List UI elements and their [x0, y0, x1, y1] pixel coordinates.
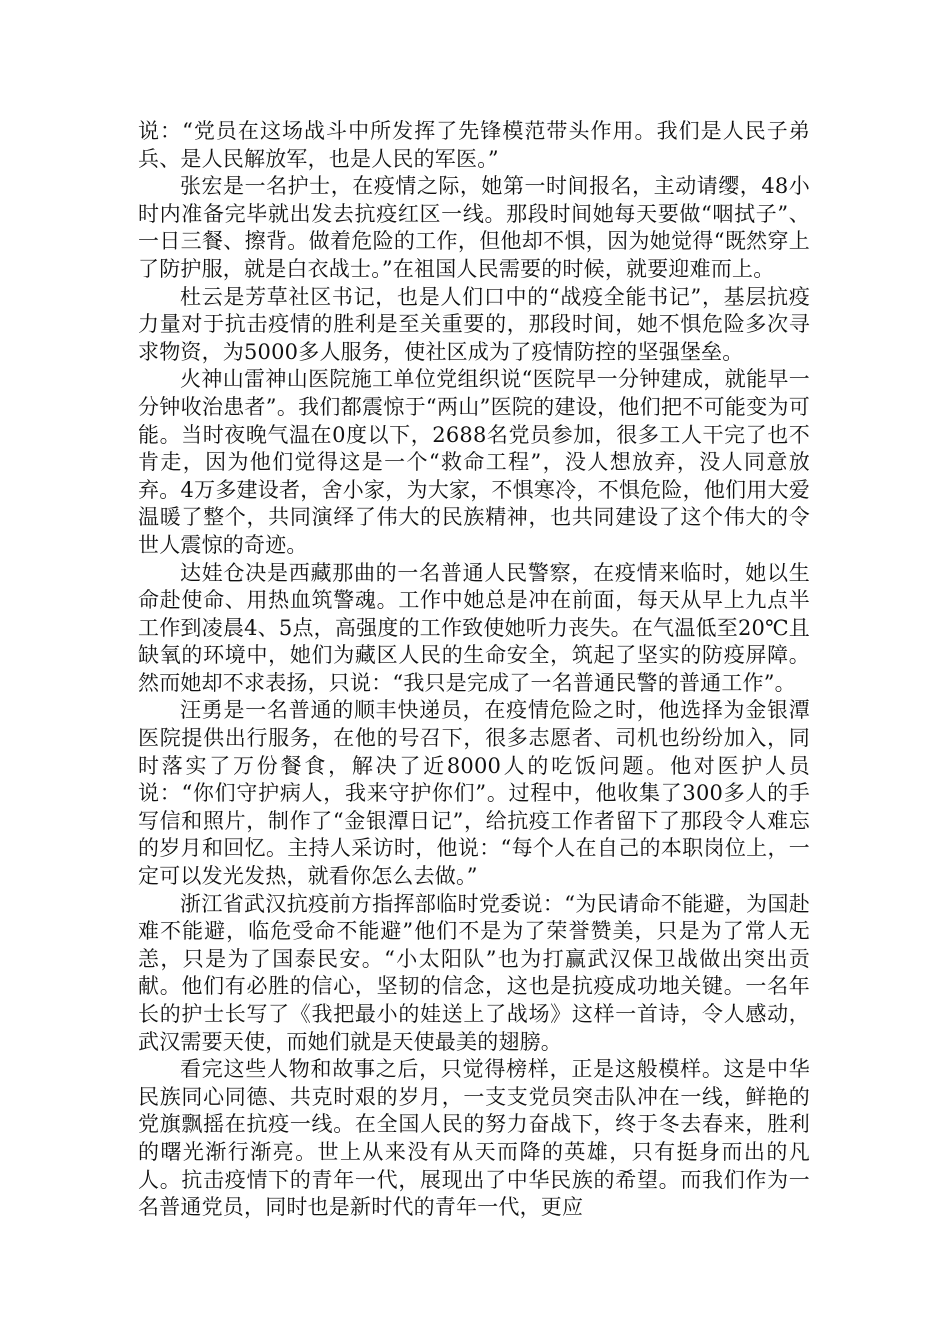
paragraph-8: 看完这些人物和故事之后，只觉得榜样，正是这般模样。这是中华民族同心同德、共克时艰的岁月，一支支党员突击队冲在一线，鲜艳的党旗飘摇在抗疫一线。在全国人民的努力奋战下，终于冬去春来，胜利的曙光渐行渐亮。世上从来没有从天而降的英雄，只有挺身而出的凡人。抗击疫情下的青年一代，展现出了中华民族的希望。而我们作为一名普通党员，同时也是新时代的青年一代，更应: [138, 1057, 810, 1220]
paragraph-4: 火神山雷神山医院施工单位党组织说“医院早一分钟建成，就能早一分钟收治患者”。我们都震惊于“两山”医院的建设，他们把不可能变为可能。当时夜晚气温在0度以下，2688名党员参加，很多工人干完了也不肯走，因为他们觉得这是一个“救命工程”，没人想放弃，没人同意放弃。4万多建设者，舍小家，为大家，不惧寒冷，不惧危险，他们用大爱温暖了整个，共同演绎了伟大的民族精神，也共同建设了这个伟大的令世人震惊的奇迹。: [138, 367, 810, 557]
document-body: [138, 118, 810, 1222]
paragraph-2: 张宏是一名护士，在疫情之际，她第一时间报名，主动请缨，48小时内准备完毕就出发去抗疫红区一线。那段时间她每天要做“咽拭子”、一日三餐、擦背。做着危险的工作，但他却不惧，因为她觉得“既然穿上了防护服，就是白衣战士。”在祖国人民需要的时候，就要迎难而上。: [138, 174, 810, 281]
paragraph-7: 浙江省武汉抗疫前方指挥部临时党委说：“为民请命不能避，为国赴难不能避，临危受命不能避”他们不是为了荣誉赞美，只是为了常人无恙，只是为了国泰民安。“小太阳队”也为打赢武汉保卫战做出突出贡献。他们有必胜的信心，坚韧的信念，这也是抗疫成功地关键。一名年长的护士长写了《我把最小的娃送上了战场》这样一首诗，令人感动，武汉需要天使，而她们就是天使最美的翅膀。: [138, 891, 810, 1054]
paragraph-3: 杜云是芳草社区书记，也是人们口中的“战疫全能书记”，基层抗疫力量对于抗击疫情的胜利是至关重要的，那段时间，她不惧危险多次寻求物资，为5000多人服务，使社区成为了疫情防控的坚强堡垒。: [138, 284, 810, 364]
paragraph-1: 说：“党员在这场战斗中所发挥了先锋模范带头作用。我们是人民子弟兵、是人民解放军，也是人民的军医。”: [138, 119, 810, 171]
paragraph-6: 汪勇是一名普通的顺丰快递员，在疫情危险之时，他选择为金银潭医院提供出行服务，在他的号召下，很多志愿者、司机也纷纷加入，同时落实了万份餐食，解决了近8000人的吃饭问题。他对医护人员说：“你们守护病人，我来守护你们”。过程中，他收集了300多人的手写信和照片，制作了“金银潭日记”，给抗疫工作者留下了那段令人难忘的岁月和回忆。主持人采访时，他说：“每个人在自己的本职岗位上，一定可以发光发热，就看你怎么去做。”: [138, 698, 810, 889]
paragraph-5: 达娃仓决是西藏那曲的一名普通人民警察，在疫情来临时，她以生命赴使命、用热血筑警魂。工作中她总是冲在前面，每天从早上九点半工作到凌晨4、5点，高强度的工作致使她听力丧失。在气温低至20℃且缺氧的环境中，她们为藏区人民的生命安全，筑起了坚实的防疫屏障。然而她却不求表扬，只说：“我只是完成了一名普通民警的普通工作”。: [138, 560, 810, 695]
